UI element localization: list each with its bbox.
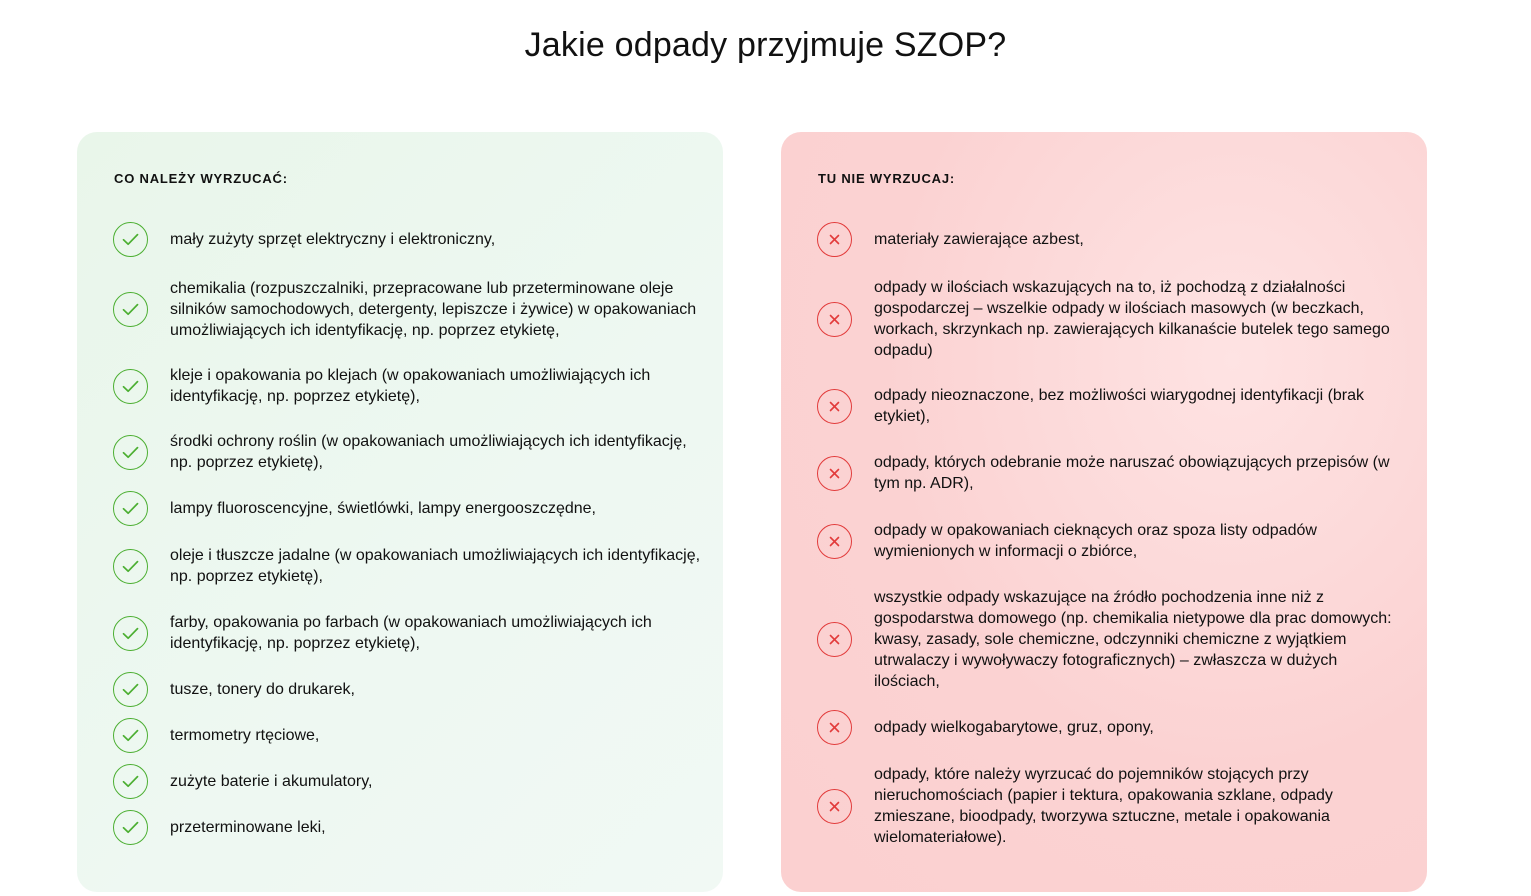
x-icon [817,710,852,745]
check-icon [113,672,148,707]
x-icon [817,524,852,559]
rejected-item-text: odpady nieoznaczone, bez możliwości wiarygodnej identyfikacji (brak etykiet), [874,387,1365,425]
rejected-item [817,276,1407,362]
rejected-heading: TU NIE WYRZUCAJ: [818,171,956,186]
check-icon [113,549,148,584]
accepted-item-text: termometry rtęciowe, [170,727,320,744]
accepted-item [113,276,703,342]
rejected-item [817,222,1407,257]
rejected-item [817,763,1407,849]
rejected-waste-card [781,132,1427,892]
x-icon [817,622,852,657]
accepted-item [113,611,703,655]
accepted-item [113,491,703,526]
accepted-item-text: farby, opakowania po farbach (w opakowaniach umożliwiających ich identyfikację, np. poprzez etykietę), [170,614,652,652]
accepted-item [113,364,703,408]
accepted-item-text: lampy fluoroscencyjne, świetlówki, lampy energooszczędne, [170,500,596,517]
accepted-item [113,718,703,753]
check-icon [113,616,148,651]
accepted-item [113,810,703,845]
rejected-item [817,710,1407,745]
rejected-item-text: odpady w ilościach wskazujących na to, iż pochodzą z działalności gospodarczej – wszelkie odpady w ilościach masowych (w beczkach, workach, skrzynkach np. zawierających kilkanaście butelek tego samego odpadu) [874,279,1390,359]
rejected-item [817,586,1407,693]
accepted-heading: CO NALEŻY WYRZUCAĆ: [114,171,288,186]
rejected-item-text: odpady w opakowaniach cieknących oraz spoza listy odpadów wymienionych w informacji o zbiórce, [874,522,1317,560]
check-icon [113,369,148,404]
rejected-item-text: odpady, które należy wyrzucać do pojemników stojących przy nieruchomościach (papier i tektura, opakowania szklane, odpady zmieszane, bioodpady, tworzywa sztuczne, metale i opakowania wielomateriałowe). [874,766,1333,846]
check-icon [113,491,148,526]
accepted-item [113,764,703,799]
accepted-item-text: oleje i tłuszcze jadalne (w opakowaniach umożliwiających ich identyfikację, np. poprzez etykietę), [170,547,701,585]
x-icon [817,302,852,337]
rejected-item [817,451,1407,495]
page-title: Jakie odpady przyjmuje SZOP? [524,26,1007,64]
accepted-item-text: zużyte baterie i akumulatory, [170,773,373,790]
accepted-item-text: chemikalia (rozpuszczalniki, przepracowane lub przeterminowane oleje silników samochodowych, detergenty, lepiszcze i żywice) w opakowaniach umożliwiających ich identyfikację, np. poprzez etykietę, [170,279,697,339]
x-icon [817,389,852,424]
check-icon [113,222,148,257]
check-icon [113,718,148,753]
accepted-item [113,672,703,707]
accepted-item-text: tusze, tonery do drukarek, [170,681,355,698]
accepted-item-text: kleje i opakowania po klejach (w opakowaniach umożliwiających ich identyfikację, np. poprzez etykietę), [170,367,651,405]
accepted-waste-card [77,132,723,892]
accepted-item [113,430,703,474]
x-icon [817,789,852,824]
rejected-item-text: materiały zawierające azbest, [874,231,1084,248]
accepted-item-text: środki ochrony roślin (w opakowaniach umożliwiających ich identyfikację, np. poprzez etykietę), [170,433,687,471]
accepted-item-text: przeterminowane leki, [170,819,326,836]
x-icon [817,222,852,257]
check-icon [113,292,148,327]
x-icon [817,456,852,491]
check-icon [113,764,148,799]
accepted-item [113,544,703,588]
rejected-item [817,519,1407,563]
rejected-item [817,384,1407,428]
check-icon [113,810,148,845]
rejected-item-text: odpady, których odebranie może naruszać obowiązujących przepisów (w tym np. ADR), [874,454,1390,492]
accepted-item [113,222,703,257]
accepted-item-text: mały zużyty sprzęt elektryczny i elektroniczny, [170,231,496,248]
check-icon [113,435,148,470]
rejected-item-text: wszystkie odpady wskazujące na źródło pochodzenia inne niż z gospodarstwa domowego (np. chemikalia nietypowe dla prac domowych: kwasy, zasady, sole chemiczne, odczynniki chemiczne z wyjątkiem utrwalaczy i wywoływaczy fotograficznych) – zwłaszcza w dużych ilościach, [874,589,1392,690]
rejected-item-text: odpady wielkogabarytowe, gruz, opony, [874,719,1154,736]
